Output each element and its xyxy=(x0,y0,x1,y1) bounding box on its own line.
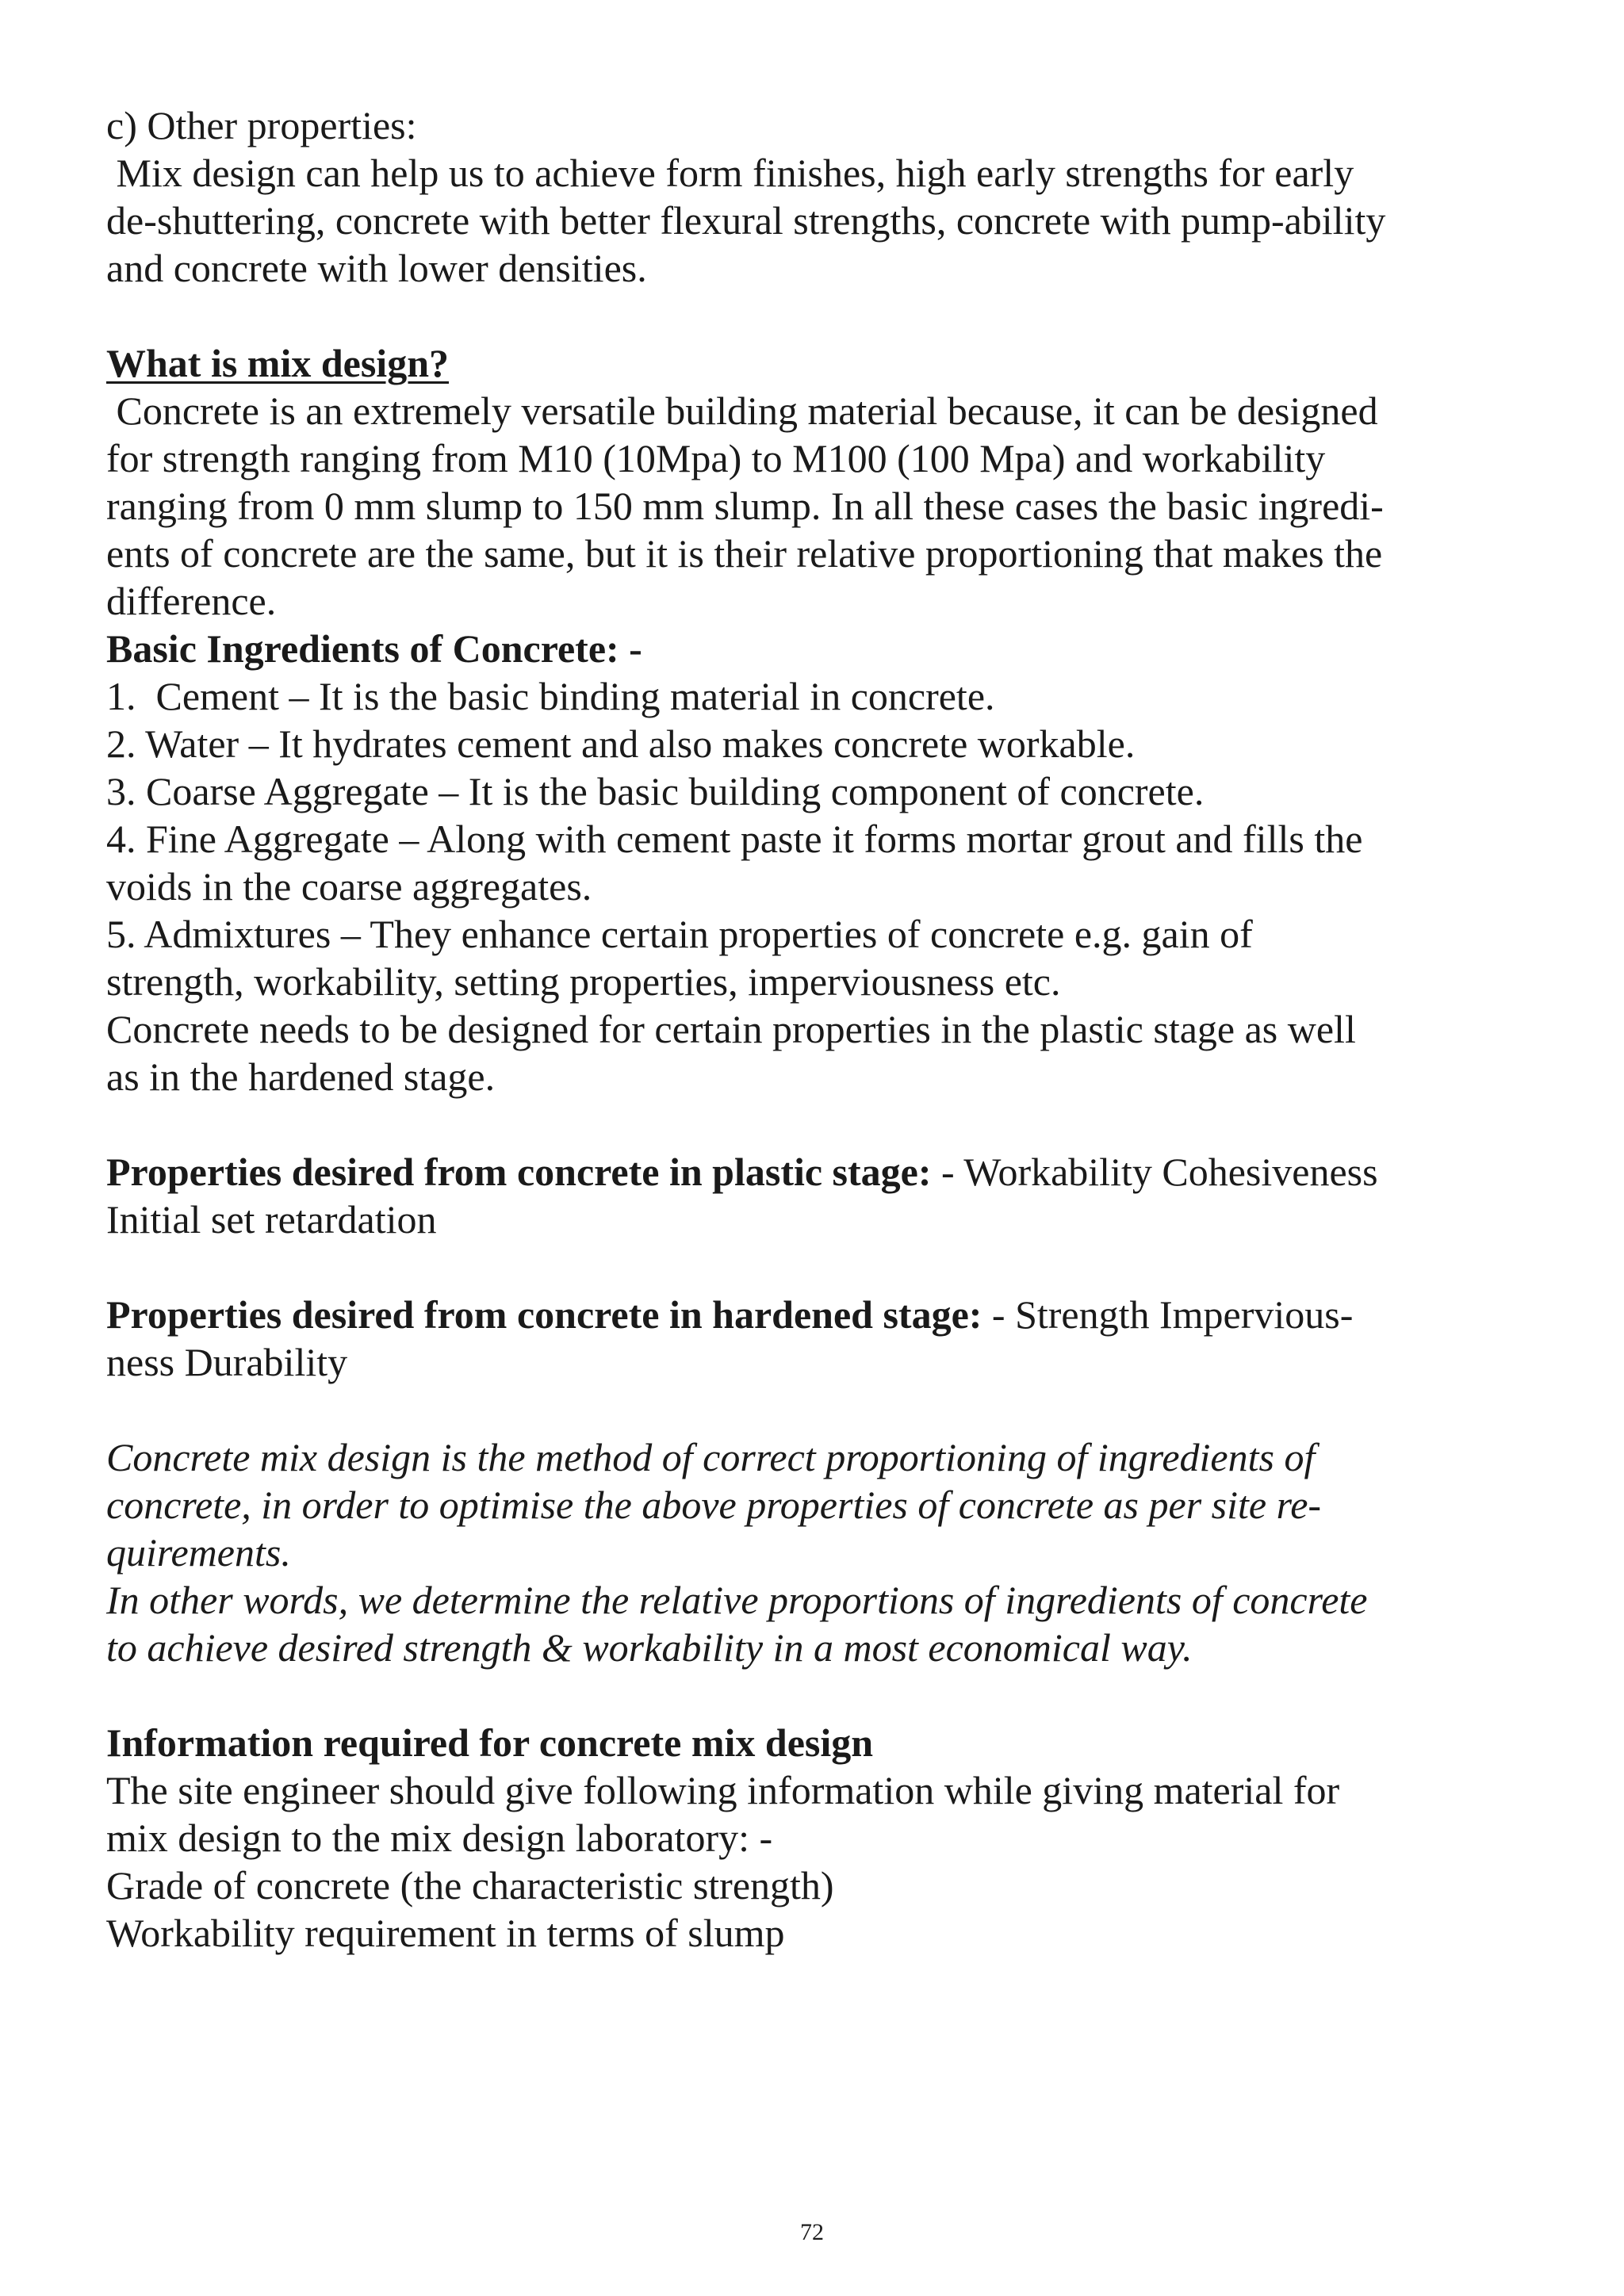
hardened-stage-properties: - Strength Impervious- xyxy=(982,1292,1354,1337)
what-is-line: ranging from 0 mm slump to 150 mm slump. In all these cases the basic ingredi- xyxy=(106,484,1384,528)
information-line: The site engineer should give following information while giving material for xyxy=(106,1768,1340,1812)
ingredients-note: Concrete needs to be designed for certain properties in the plastic stage as well xyxy=(106,1007,1356,1051)
what-is-line: ents of concrete are the same, but it is their relative proportioning that makes the xyxy=(106,531,1383,576)
what-is-mix-design-heading: What is mix design? xyxy=(106,341,450,385)
ingredient-item: 3. Coarse Aggregate – It is the basic building component of concrete. xyxy=(106,769,1205,813)
spacer xyxy=(106,1100,1534,1148)
ingredient-item: 5. Admixtures – They enhance certain properties of concrete e.g. gain of xyxy=(106,912,1253,956)
definition-line: In other words, we determine the relative proportions of ingredients of concrete xyxy=(106,1578,1368,1622)
ingredient-item: 1. Cement – It is the basic binding material in concrete. xyxy=(106,674,995,718)
spacer xyxy=(106,292,1534,339)
definition-line: to achieve desired strength & workability in a most economical way. xyxy=(106,1625,1193,1670)
page-content xyxy=(106,101,1534,1957)
information-line: Workability requirement in terms of slump xyxy=(106,1911,785,1955)
hardened-stage-paragraph xyxy=(106,1291,1534,1338)
ingredient-item: voids in the coarse aggregates. xyxy=(106,864,592,909)
ingredient-item: 4. Fine Aggregate – Along with cement paste it forms mortar grout and fills the xyxy=(106,817,1363,861)
other-properties-line: and concrete with lower densities. xyxy=(106,246,647,290)
plastic-stage-label: Properties desired from concrete in plastic stage: xyxy=(106,1150,932,1194)
information-heading: Information required for concrete mix design xyxy=(106,1720,874,1765)
spacer xyxy=(106,1243,1534,1291)
definition-line: concrete, in order to optimise the above properties of concrete as per site re- xyxy=(106,1483,1322,1527)
spacer xyxy=(106,1671,1534,1719)
hardened-stage-label: Properties desired from concrete in hardened stage: xyxy=(106,1292,982,1337)
ingredient-item: strength, workability, setting properties, imperviousness etc. xyxy=(106,959,1061,1004)
page-number: 72 xyxy=(800,2219,824,2245)
plastic-stage-paragraph xyxy=(106,1148,1534,1196)
plastic-stage-properties: - Workability Cohesiveness xyxy=(931,1150,1378,1194)
hardened-stage-properties-cont: ness Durability xyxy=(106,1340,348,1384)
other-properties-line: de-shuttering, concrete with better flexural strengths, concrete with pump-ability xyxy=(106,198,1386,243)
other-properties-line: Mix design can help us to achieve form finishes, high early strengths for early xyxy=(106,151,1354,195)
what-is-line: difference. xyxy=(106,579,277,623)
definition-line: Concrete mix design is the method of correct proportioning of ingredients of xyxy=(106,1435,1316,1479)
ingredients-heading: Basic Ingredients of Concrete: - xyxy=(106,626,642,671)
other-properties-heading: c) Other properties: xyxy=(106,103,417,147)
definition-line: quirements. xyxy=(106,1530,291,1575)
information-line: Grade of concrete (the characteristic strength) xyxy=(106,1863,834,1908)
ingredients-note: as in the hardened stage. xyxy=(106,1054,496,1099)
what-is-line: for strength ranging from M10 (10Mpa) to M100 (100 Mpa) and workability xyxy=(106,436,1326,480)
plastic-stage-properties-cont: Initial set retardation xyxy=(106,1197,437,1242)
ingredient-item: 2. Water – It hydrates cement and also makes concrete workable. xyxy=(106,721,1136,766)
spacer xyxy=(106,1386,1534,1433)
information-line: mix design to the mix design laboratory: - xyxy=(106,1816,773,1860)
what-is-line: Concrete is an extremely versatile building material because, it can be designed xyxy=(106,388,1378,433)
